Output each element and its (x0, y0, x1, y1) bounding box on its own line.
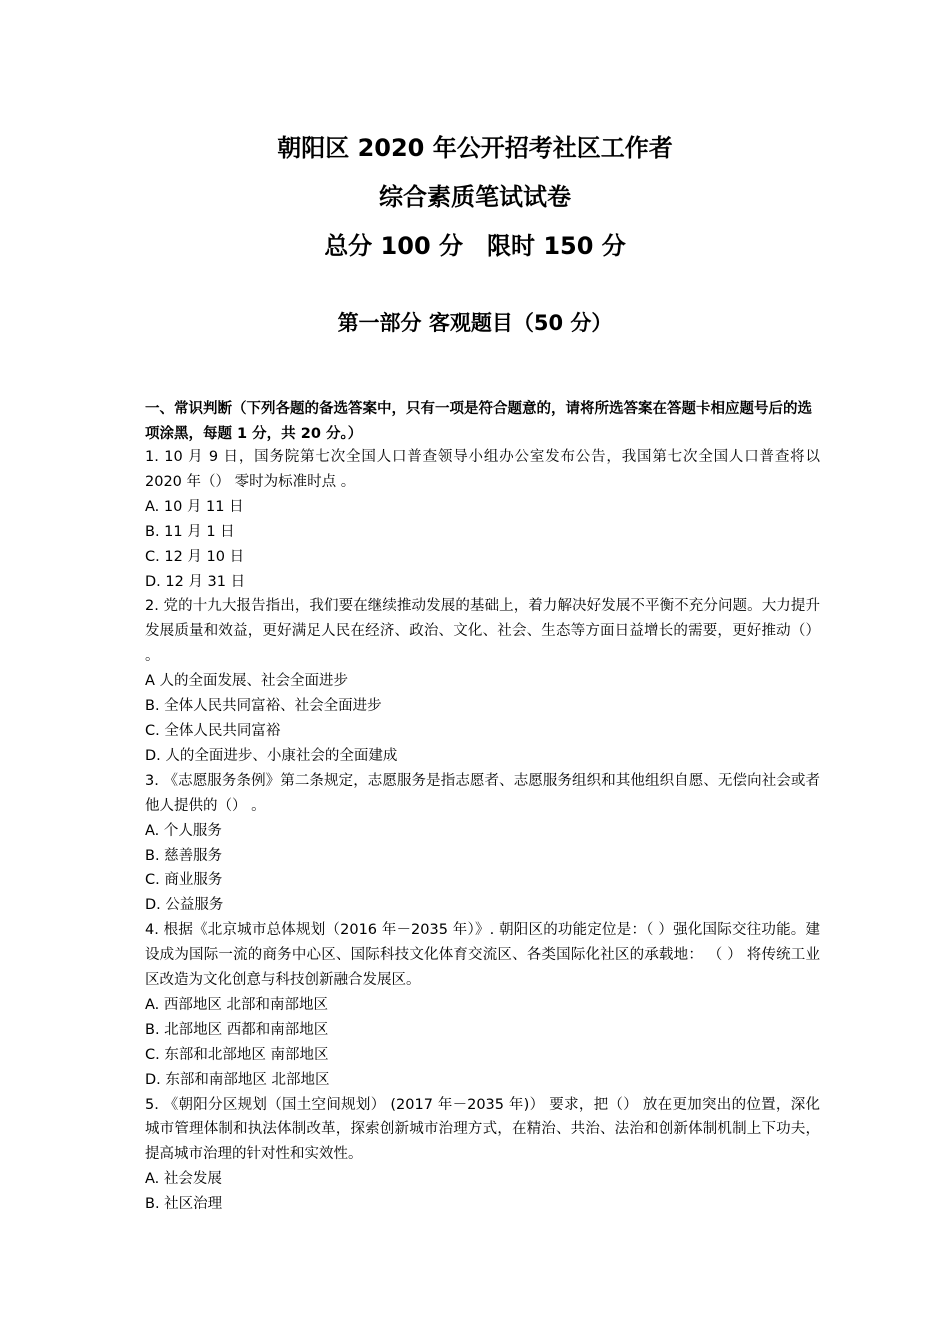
part-title: 第一部分 客观题目（50 分） (337, 311, 613, 335)
option-d: D. 人的全面进步、小康社会的全面建成 (145, 747, 398, 764)
exam-subtitle: 综合素质笔试试卷 (379, 183, 571, 211)
option-b: B. 全体人民共同富裕、社会全面进步 (145, 698, 382, 715)
option-d: D. 公益服务 (145, 897, 224, 914)
question-3 (145, 769, 820, 918)
option-b: B. 慈善服务 (145, 847, 223, 864)
option-b: B. 社区治理 (145, 1196, 223, 1213)
score-time-info: 总分 100 分 限时 150 分 (324, 232, 626, 260)
option-d: D. 12 月 31 日 (145, 573, 246, 590)
option-b: B. 北部地区 西都和南部地区 (145, 1021, 329, 1038)
question-text: 3. 《志愿服务条例》第二条规定，志愿服务是指志愿者、志愿服务组织和其他组织自愿、无偿向社会或者他人提供的（） 。 (145, 772, 820, 814)
exam-title: 朝阳区 2020 年公开招考社区工作者 (277, 134, 673, 162)
option-d: D. 东部和南部地区 北部地区 (145, 1071, 330, 1088)
option-a: A. 个人服务 (145, 822, 222, 839)
option-a: A 人的全面发展、社会全面进步 (145, 673, 349, 690)
option-c: C. 12 月 10 日 (145, 548, 245, 565)
section-heading: 一、常识判断（下列各题的备选答案中，只有一项是符合题意的，请将所选答案在答题卡相应题号后的选项涂黑，每题 1 分，共 20 分。） (145, 401, 812, 442)
option-c: C. 东部和北部地区 南部地区 (145, 1046, 329, 1063)
question-text: 1. 10 月 9 日，国务院第七次全国人口普查领导小组办公室发布公告，我国第七次全国人口普查将以 2020 年（） 零时为标准时点 。 (145, 449, 820, 490)
option-c: C. 全体人民共同富裕 (145, 722, 281, 739)
question-text: 5. 《朝阳分区规划（国土空间规划） (2017 年－2035 年)） 要求，把（） 放在更加突出的位置，深化城市管理体制和执法体制改革，探索创新城市治理方式，在精治、共治、法治和创新体制机制上下功夫，提高城市治理的针对性和实效性。 (145, 1096, 820, 1163)
option-a: A. 10 月 11 日 (145, 498, 244, 515)
question-2 (145, 594, 820, 768)
option-b: B. 11 月 1 日 (145, 523, 235, 540)
question-list (145, 445, 820, 1217)
option-a: A. 西部地区 北部和南部地区 (145, 996, 328, 1013)
option-a: A. 社会发展 (145, 1171, 222, 1188)
question-1 (145, 445, 820, 594)
question-5 (145, 1093, 820, 1218)
question-4 (145, 918, 820, 1092)
question-text: 4. 根据《北京城市总体规划（2016 年－2035 年）》. 朝阳区的功能定位是：（ ）强化国际交往功能。建设成为国际一流的商务中心区、国际科技文化体育交流区、各类国际化社区的承载地： （ ） 将传统工业区改造为文化创意与科技创新融合发展区。 (145, 922, 820, 989)
question-text: 2. 党的十九大报告指出，我们要在继续推动发展的基础上，着力解决好发展不平衡不充分问题。大力提升发展质量和效益，更好满足人民在经济、政治、文化、社会、生态等方面日益增长的需要，更好推动（） 。 (145, 598, 820, 665)
option-c: C. 商业服务 (145, 872, 223, 889)
